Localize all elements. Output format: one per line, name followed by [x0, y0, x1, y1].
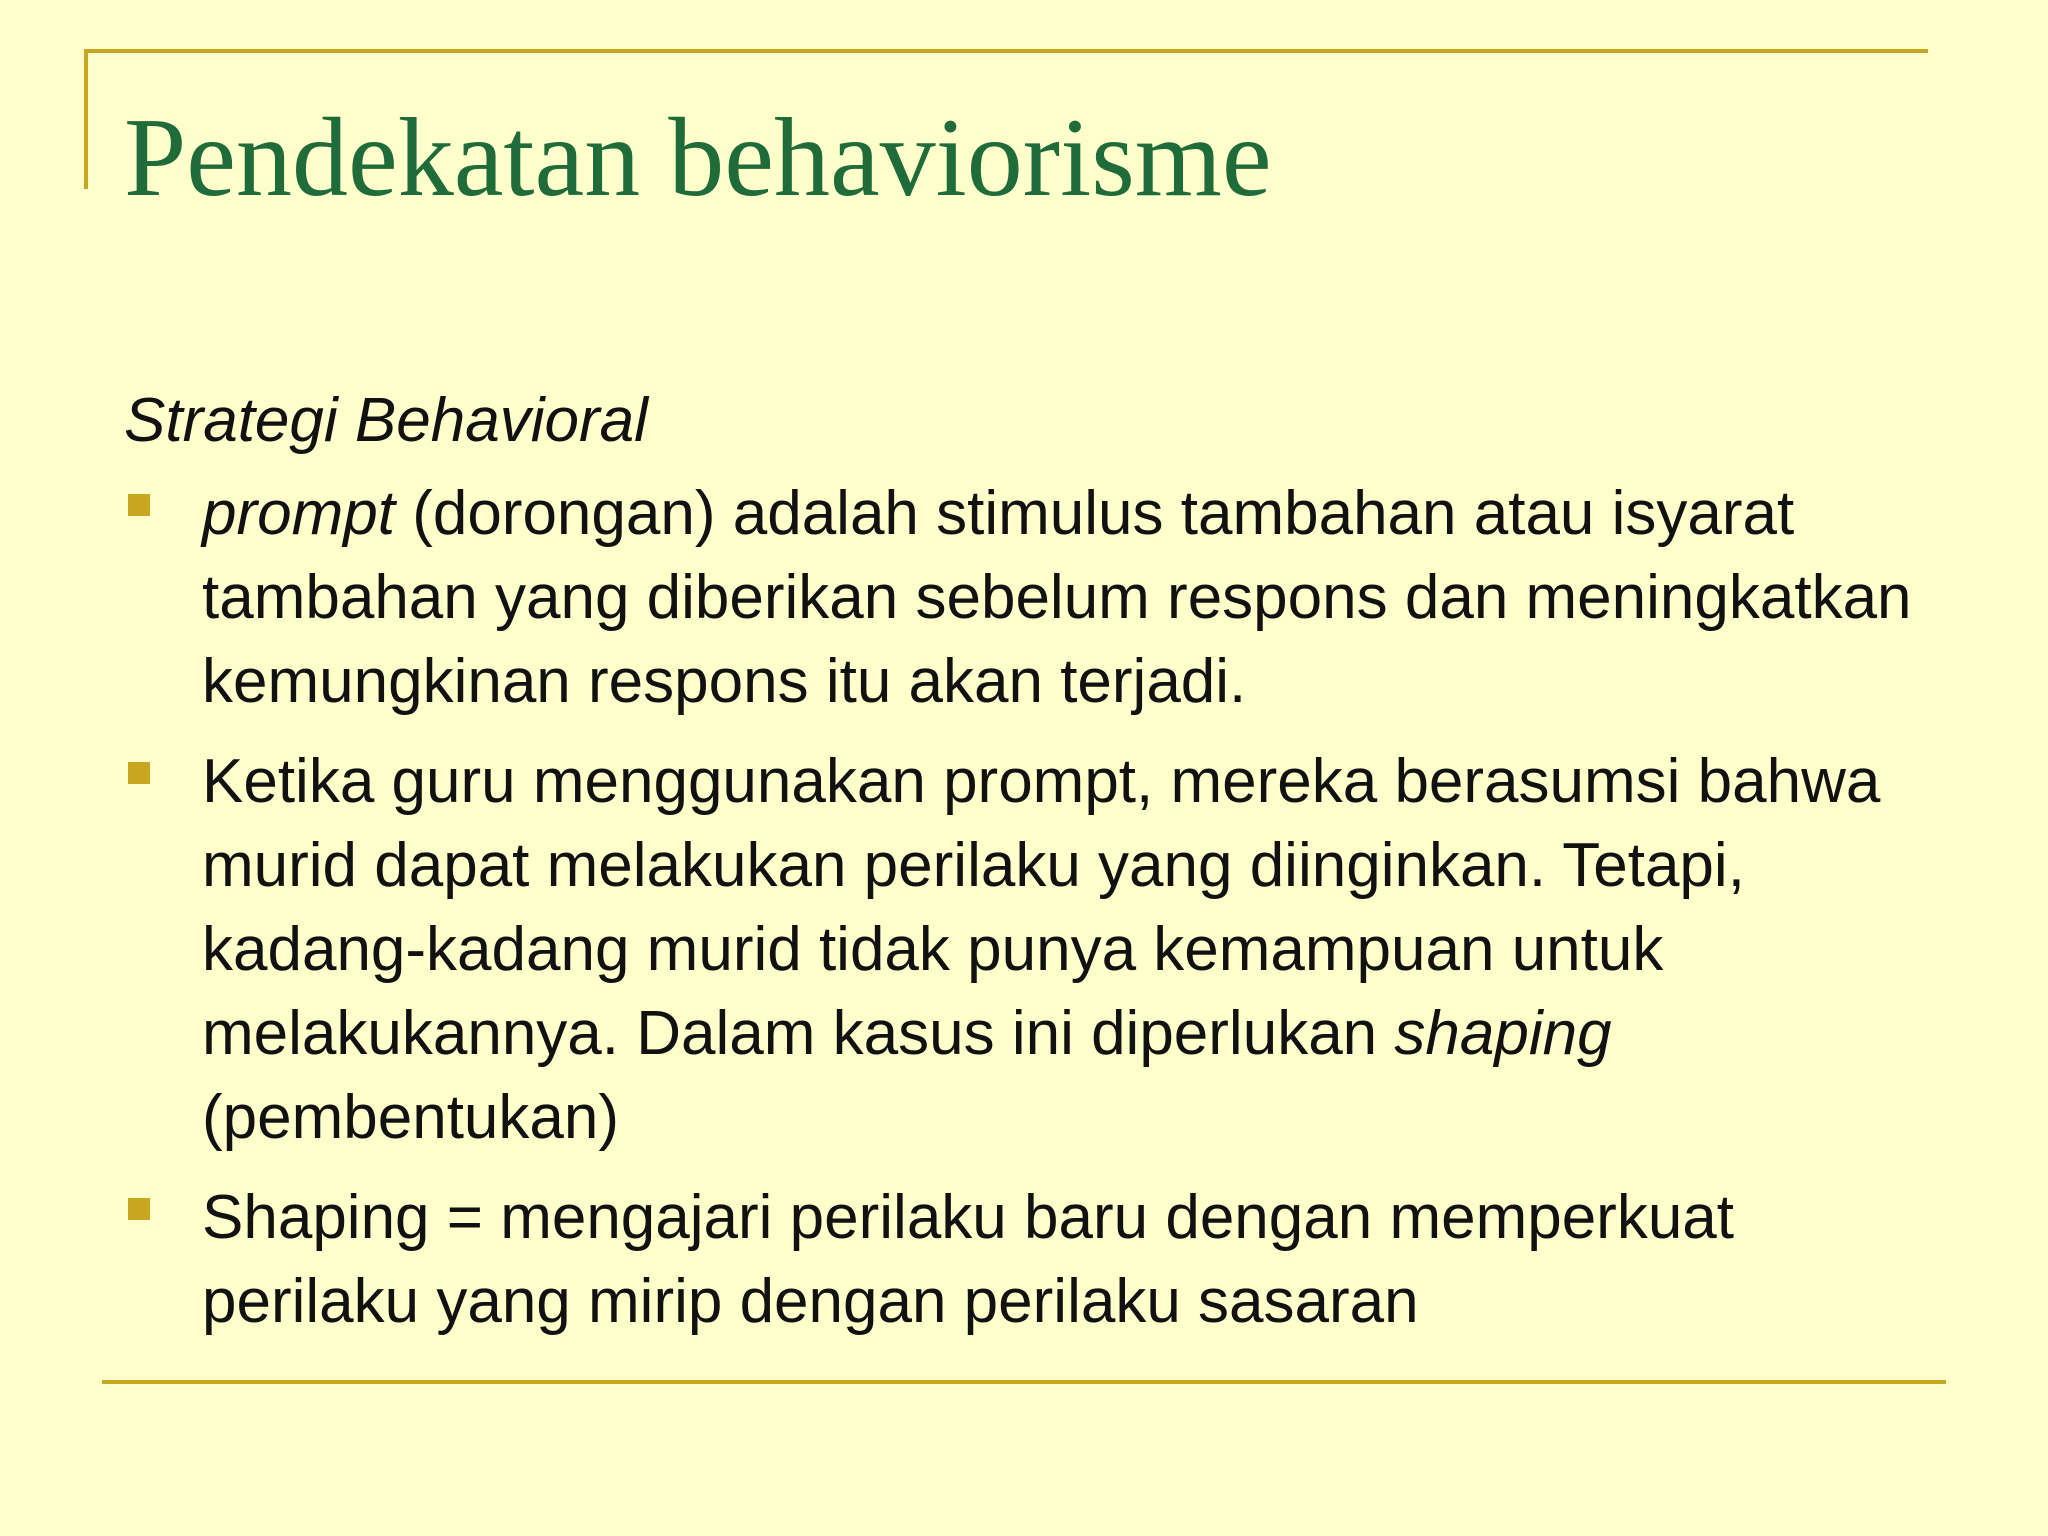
term-shaping: shaping [1394, 999, 1612, 1068]
frame-top-rule [84, 49, 1928, 53]
bullet-item-prompt [124, 472, 1924, 724]
bullet-text: Ketika guru menggunakan prompt, mereka berasumsi bahwa murid dapat melakukan perilaku yang diinginkan. Tetapi, kadang-kadang murid tidak punya kemampuan untuk melakukannya. Dalam kasus ini diperlukan [202, 747, 1881, 1068]
frame-bottom-rule [102, 1380, 1946, 1384]
bullet-text: (dorongan) adalah stimulus tambahan atau isyarat tambahan yang diberikan sebelum respons dan meningkatkan kemungkinan respons itu akan terjadi. [202, 479, 1912, 716]
bullet-text-tail: (pembentukan) [202, 1083, 620, 1152]
slide-title: Pendekatan behaviorisme [124, 96, 1272, 220]
bullet-item-teacher-prompt [124, 740, 1924, 1160]
bullet-item-shaping [124, 1176, 1924, 1344]
square-bullet-icon [128, 494, 150, 516]
square-bullet-icon [128, 762, 150, 784]
bullet-list [124, 472, 1924, 1360]
square-bullet-icon [128, 1198, 150, 1220]
subheading: Strategi Behavioral [124, 386, 648, 455]
term-prompt: prompt [202, 479, 395, 548]
bullet-text: Shaping = mengajari perilaku baru dengan memperkuat perilaku yang mirip dengan perilaku sasaran [202, 1183, 1735, 1336]
frame-left-rule [84, 49, 88, 189]
